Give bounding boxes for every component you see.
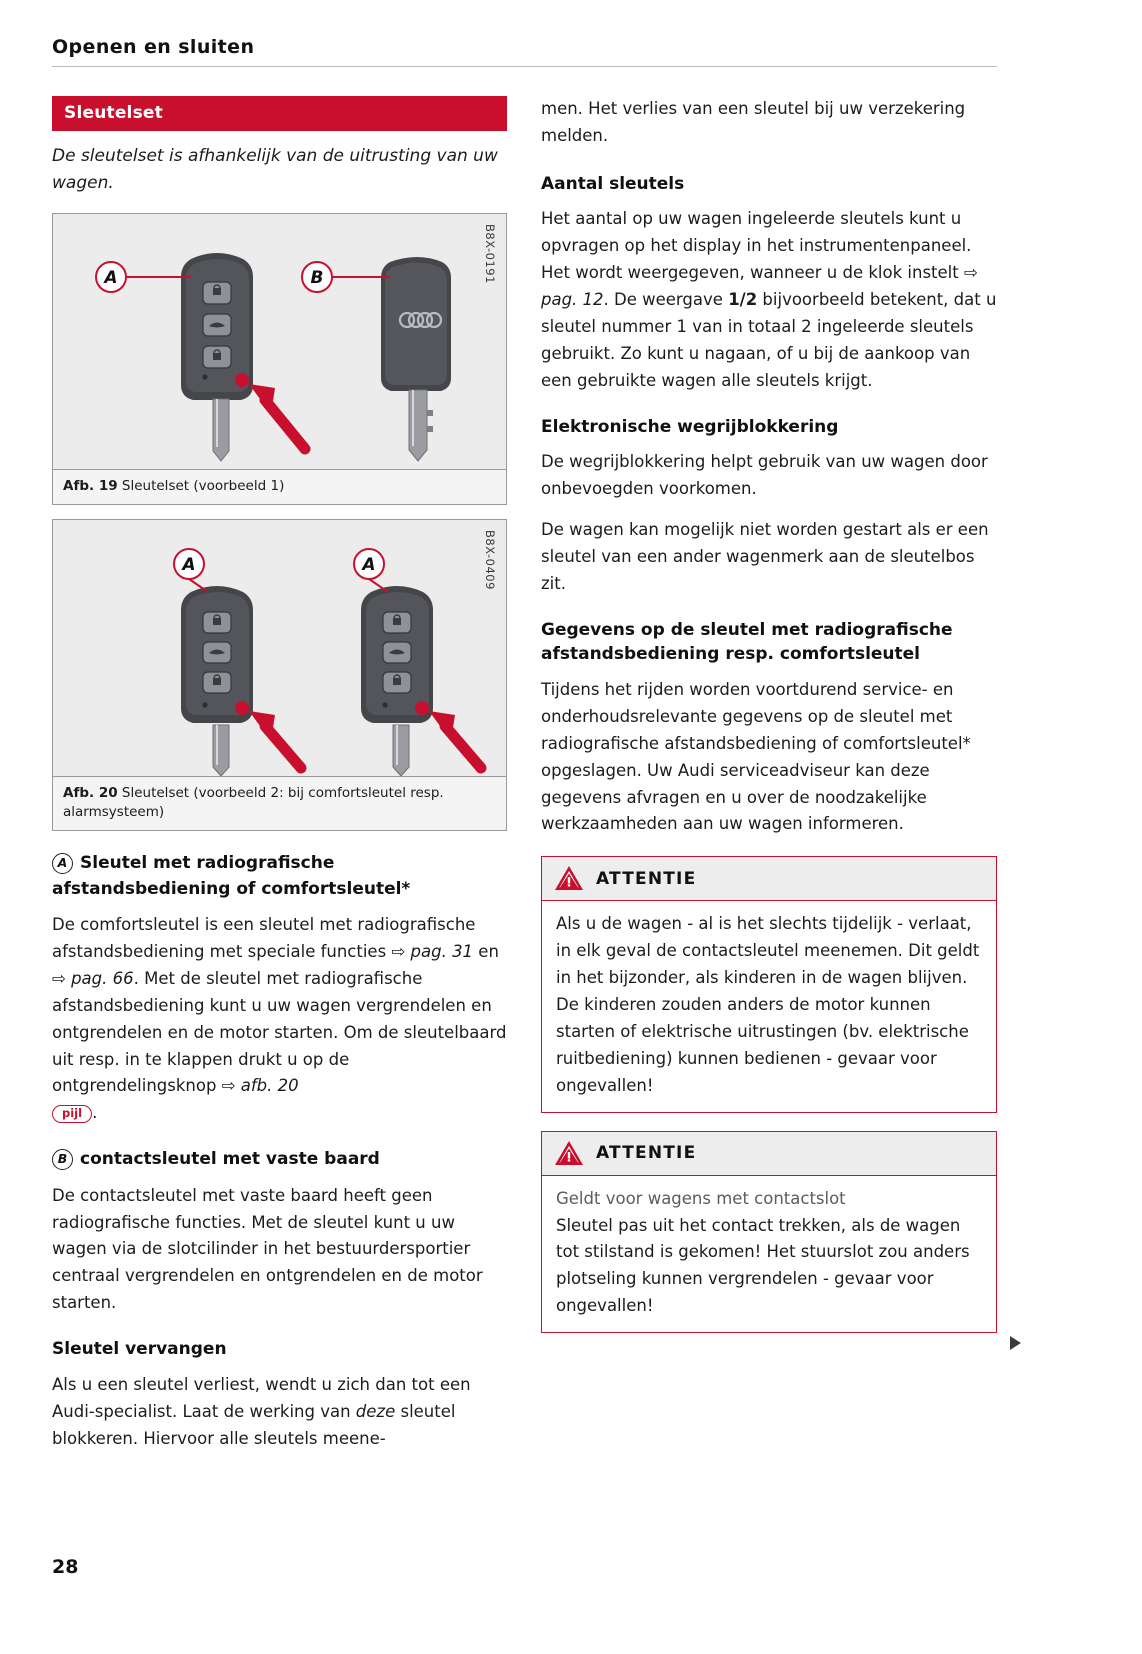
- heading-key-b: [52, 1147, 507, 1173]
- right-column: [541, 96, 997, 1333]
- p-aantal-3: bijvoorbeeld betekent, dat u sleutel nummer 1 van in totaal 2 ingeleerde sleutels gebruikt. Zo kunt u nagaan, of u bij de aankoop van een gebruikte wagen alle sleutels krijgt.: [541, 290, 997, 390]
- warning-1-body: [542, 901, 996, 1111]
- p-replace-1: Als u een sleutel verliest, wendt u zich dan tot een Audi-specialist. Laat de werking van: [52, 1374, 471, 1421]
- figure-19-caption: [53, 469, 506, 504]
- heading-sleutel-vervangen: Sleutel vervangen: [52, 1339, 227, 1360]
- figure-20-caption: [53, 776, 506, 830]
- pijl-badge: pijl: [52, 1105, 92, 1123]
- heading-key-a: [52, 851, 507, 902]
- heading-wegrijblokkering: Elektronische wegrijblokkering: [541, 416, 839, 437]
- warning-triangle-icon: [554, 865, 584, 892]
- paragraph-gegevens: Tijdens het rijden worden voortdurend service- en onderhoudsrelevante gegevens op de sleutel met radiografische afstandsbediening of comfortsleutel* opgeslagen. Uw Audi serviceadviseur kan deze gegevens afvragen en u over de noodzakelijke werkzaamheden aan uw wagen informeren.: [541, 680, 971, 834]
- heading-key-b-text: contactsleutel met vaste baard: [80, 1149, 380, 1170]
- warning-box-2: [541, 1131, 997, 1333]
- warning-2-subtitle: Geldt voor wagens met contactslot: [556, 1188, 846, 1208]
- warning-box-1: [541, 856, 997, 1112]
- ref-afb-20: afb. 20: [240, 1076, 299, 1096]
- ref-pag-31: pag. 31: [410, 941, 474, 961]
- warning-2-text: Sleutel pas uit het contact trekken, als de wagen tot stilstand is gekomen! Het stuurslot zou anders plotseling kunnen vergrendelen - gevaar voor ongevallen!: [556, 1215, 970, 1316]
- figure-19-code: B8X-0191: [483, 224, 497, 285]
- marker-b-icon: B: [52, 1149, 73, 1170]
- svg-text:A: A: [182, 555, 196, 576]
- p-aantal-1: Het aantal op uw wagen ingeleerde sleutels kunt u opvragen op het display in het instrumentenpaneel. Het wordt weergegeven, wanneer u de klok instelt: [541, 209, 972, 283]
- paragraph-continuation: men. Het verlies van een sleutel bij uw verzekering melden.: [541, 99, 966, 145]
- heading-gegevens-sleutel: Gegevens op de sleutel met radiografische afstandsbediening resp. comfortsleutel: [541, 619, 953, 665]
- page-header: [52, 36, 997, 67]
- figure-20: [52, 519, 507, 831]
- ref-pag-12: pag. 12: [541, 290, 604, 310]
- section-intro: De sleutelset is afhankelijk van de uitrusting van uw wagen.: [52, 146, 498, 194]
- section-title-sleutelset: Sleutelset: [52, 96, 507, 131]
- figure-20-caption-label: Afb. 20: [63, 785, 118, 802]
- paragraph-contactsleutel: De contactsleutel met vaste baard heeft geen radiografische functies. Met de sleutel kunt u uw wagen via de slotcilinder in het bestuurdersportier centraal vergrendelen en ontgrendelen en de motor starten.: [52, 1185, 483, 1313]
- figure-20-caption-text: Sleutelset (voorbeeld 2: bij comfortsleutel resp. alarmsysteem): [63, 785, 444, 821]
- marker-a-icon: A: [52, 853, 73, 874]
- figure-19-image: [53, 214, 506, 469]
- ref-pag-66: pag. 66: [71, 968, 134, 988]
- svg-text:A: A: [362, 555, 376, 576]
- figure-19-caption-label: Afb. 19: [63, 478, 118, 495]
- paragraph-sleutel-vervangen: [52, 1372, 507, 1453]
- p-replace-2: sleutel blokkeren. Hiervoor alle sleutels meene-: [52, 1401, 456, 1448]
- p-comfort-1: De comfortsleutel is een sleutel met radiografische afstandsbediening met speciale functies: [52, 915, 476, 961]
- key-illustration-1: [53, 214, 506, 469]
- heading-aantal-sleutels: Aantal sleutels: [541, 173, 685, 194]
- left-column: [52, 96, 507, 1466]
- warning-2-body: [542, 1176, 996, 1332]
- svg-text:B: B: [310, 268, 324, 289]
- header-divider: [52, 66, 997, 67]
- warning-2-header: [542, 1132, 996, 1176]
- p-comfort-end: .: [92, 1103, 98, 1123]
- paragraph-aantal-sleutels: Het aantal op uw wagen ingeleerde sleutels kunt u opvragen op het display in het instrumentenpaneel. Het wordt weergegeven, wanneer u de klok instelt ⇨ pag. 12. De weergave 1/2 bijvoorbeeld betekent, dat u sleutel nummer 1 van in totaal 2 ingeleerde sleutels gebruikt. Zo kunt u nagaan, of u bij de aankoop van een gebruikte wagen alle sleutels krijgt.: [541, 209, 997, 390]
- warning-1-text: Als u de wagen - al is het slechts tijdelijk - verlaat, in elk geval de contactsleutel meenemen. Dit geldt in het bijzonder, als kinderen in de wagen blijven. De kinderen zouden anders de motor kunnen starten of elektrische uitrustingen (bv. elektrische ruitbediening) kunnen bedienen - gevaar voor ongevallen!: [556, 914, 980, 1095]
- warning-1-header: [542, 857, 996, 901]
- p-comfort-3: . Met de sleutel met radiografische afstandsbediening kunt u uw wagen vergrendelen en ontgrendelen en de motor starten. Om de sleutelbaard uit resp. in te klappen drukt u op de ontgrendelingsknop: [52, 968, 507, 1096]
- figure-20-image: [53, 520, 506, 776]
- p-replace-italic: deze: [355, 1401, 396, 1421]
- warning-2-title: ATTENTIE: [596, 1143, 697, 1164]
- heading-key-a-text: Sleutel met radiografische afstandsbediening of comfortsleutel*: [52, 853, 411, 899]
- paragraph-wegrij-2: De wagen kan mogelijk niet worden gestart als er een sleutel van een ander wagenmerk aan de sleutelbos zit.: [541, 520, 989, 593]
- paragraph-wegrij-1: De wegrijblokkering helpt gebruik van uw wagen door onbevoegden voorkomen.: [541, 452, 988, 499]
- svg-text:A: A: [104, 268, 118, 289]
- figure-19-caption-text: Sleutelset (voorbeeld 1): [121, 478, 285, 495]
- warning-1-title: ATTENTIE: [596, 868, 697, 889]
- figure-19: [52, 213, 507, 505]
- page-number: 28: [52, 1556, 79, 1578]
- warning-triangle-icon: [554, 1140, 584, 1167]
- p-aantal-2: . De weergave: [603, 290, 729, 310]
- p-comfort-2: en: [473, 941, 499, 961]
- display-value-1-2: 1/2: [728, 290, 758, 310]
- paragraph-comfortsleutel: De comfortsleutel is een sleutel met radiografische afstandsbediening met speciale functies ⇨ pag. 31 en ⇨ pag. 66. Met de sleutel met radiografische afstandsbediening kunt u uw wagen vergrendelen en ontgrendelen en de motor starten. Om de sleutelbaard uit resp. in te klappen drukt u op de ontgrendelingsknop ⇨ afb. 20 pijl .: [52, 915, 507, 1123]
- key-illustration-2: [53, 520, 506, 776]
- page-title: Openen en sluiten: [52, 36, 255, 58]
- continuation-arrow-icon: [1010, 1336, 1021, 1350]
- figure-20-code: B8X-0409: [483, 530, 497, 591]
